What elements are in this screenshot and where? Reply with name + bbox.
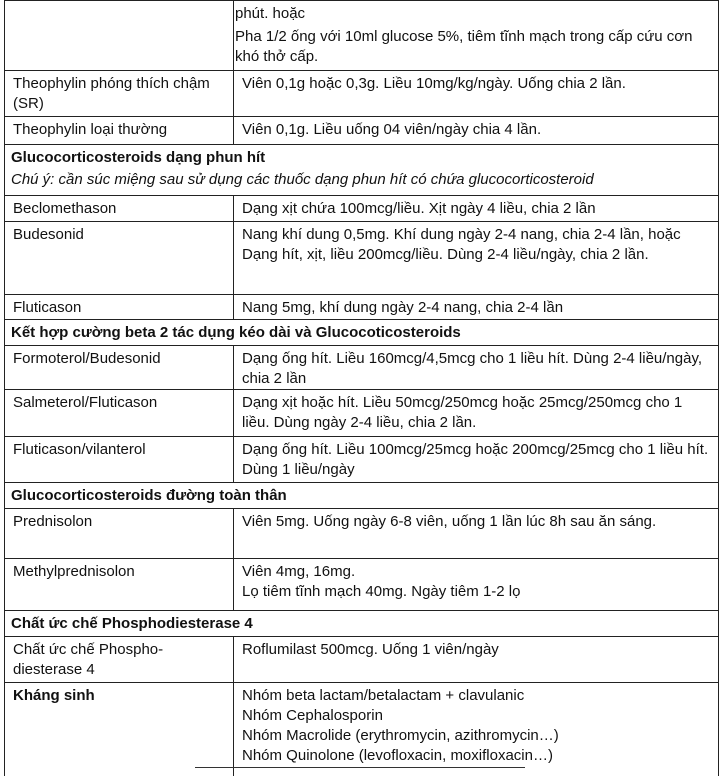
drug-name: Budesonid: [5, 222, 234, 295]
dosage-cell: [234, 437, 719, 483]
dosage-line: Dạng xịt hoặc hít. Liều 50mcg/250mcg hoặc 25mcg/250mcg cho 1 liều. Dùng ngày 2-4 liều, chia 2 lần.: [242, 394, 683, 431]
table-row: [5, 71, 719, 117]
drug-name: Kháng sinh: [5, 683, 234, 776]
drug-name: [5, 1, 234, 71]
drug-table: [4, 0, 719, 776]
drug-name: Beclomethason: [5, 196, 234, 222]
drug-name: Theophylin phóng thích chậm (SR): [5, 71, 234, 117]
table-row: [5, 295, 719, 320]
dosage-cell: [234, 509, 719, 559]
dosage-line: phút. hoặc: [235, 5, 306, 22]
drug-name: Chất ức chế Phospho-diesterase 4: [5, 637, 234, 683]
table-row: [5, 346, 719, 390]
dosage-cell: [234, 295, 719, 320]
dosage-line: Pha 1/2 ống với 10ml glucose 5%, tiêm tĩnh mạch trong cấp cứu cơn khó thở cấp.: [235, 28, 693, 65]
dosage-line: Viên 0,1g hoặc 0,3g. Liều 10mg/kg/ngày. Uống chia 2 lần.: [242, 75, 626, 92]
dosage-line: Nhóm Cephalosporin: [242, 707, 383, 724]
dosage-line: Nhóm Quinolone (levofloxacin, moxifloxacin…): [242, 747, 553, 764]
section-header: [5, 320, 719, 346]
drug-name: Salmeterol/Fluticason: [5, 390, 234, 437]
table-row: [5, 683, 719, 776]
dosage-cell: [234, 196, 719, 222]
dosage-line: Nang khí dung 0,5mg. Khí dung ngày 2-4 nang, chia 2-4 lần, hoặc: [242, 226, 681, 243]
dosage-line: Dạng xịt chứa 100mcg/liều. Xịt ngày 4 liều, chia 2 lần: [242, 200, 596, 217]
dosage-line: Nang 5mg, khí dung ngày 2-4 nang, chia 2-4 lần: [242, 299, 564, 316]
section-title: Chất ức chế Phosphodiesterase 4: [11, 615, 253, 632]
table-row: [5, 437, 719, 483]
section-title: Glucocorticosteroids dạng phun hít: [11, 149, 266, 166]
drug-name: Fluticason/vilanterol: [5, 437, 234, 483]
table-row: [5, 222, 719, 295]
dosage-cell: [234, 637, 719, 683]
section-title: Kết hợp cường beta 2 tác dụng kéo dài và Glucocoticosteroids: [11, 324, 461, 341]
dosage-line: Roflumilast 500mcg. Uống 1 viên/ngày: [242, 641, 499, 658]
dosage-line: Nhóm Macrolide (erythromycin, azithromycin…): [242, 727, 559, 744]
dosage-cell: [234, 346, 719, 390]
dosage-cell: [234, 222, 719, 295]
dosage-line: Dạng ống hít. Liều 100mcg/25mcg hoặc 200mcg/25mcg cho 1 liều hít. Dùng 1 liều/ngày: [242, 441, 709, 478]
dosage-line: Nhóm beta lactam/betalactam + clavulanic: [242, 687, 525, 704]
table-row: [5, 637, 719, 683]
table-row: [5, 196, 719, 222]
section-header: [5, 483, 719, 509]
dosage-cell: [234, 390, 719, 437]
section-note: Chú ý: cần súc miệng sau sử dụng các thuốc dạng phun hít có chứa glucocorticosteroid: [11, 171, 594, 188]
section-title: Glucocorticosteroids đường toàn thân: [11, 487, 287, 504]
drug-name: Methylprednisolon: [5, 559, 234, 611]
drug-name: Fluticason: [5, 295, 234, 320]
drug-name: Formoterol/Budesonid: [5, 346, 234, 390]
dosage-cell: [234, 1, 719, 71]
drug-name: Prednisolon: [5, 509, 234, 559]
dosage-line: Viên 0,1g. Liều uống 04 viên/ngày chia 4 lần.: [242, 121, 542, 138]
section-header: [5, 611, 719, 637]
table-row: [5, 559, 719, 611]
dosage-line: Viên 5mg. Uống ngày 6-8 viên, uống 1 lần lúc 8h sau ăn sáng.: [242, 513, 657, 530]
dosage-line: Dạng ống hít. Liều 160mcg/4,5mcg cho 1 liều hít. Dùng 2-4 liều/ngày, chia 2 lần: [242, 350, 703, 387]
dosage-cell: [234, 559, 719, 611]
dosage-line: Lọ tiêm tĩnh mạch 40mg. Ngày tiêm 1-2 lọ: [242, 583, 521, 600]
footer-rule: [195, 767, 525, 768]
table-row: [5, 390, 719, 437]
table-row: [5, 509, 719, 559]
dosage-cell: [234, 117, 719, 145]
dosage-cell: [234, 683, 719, 776]
drug-name: Theophylin loại thường: [5, 117, 234, 145]
section-header: [5, 145, 719, 196]
dosage-line: Viên 4mg, 16mg.: [242, 563, 356, 580]
table-row: [5, 117, 719, 145]
dosage-line: Dạng hít, xịt, liều 200mcg/liều. Dùng 2-4 liều/ngày, chia 2 lần.: [242, 246, 649, 263]
table-row: [5, 1, 719, 71]
dosage-cell: [234, 71, 719, 117]
